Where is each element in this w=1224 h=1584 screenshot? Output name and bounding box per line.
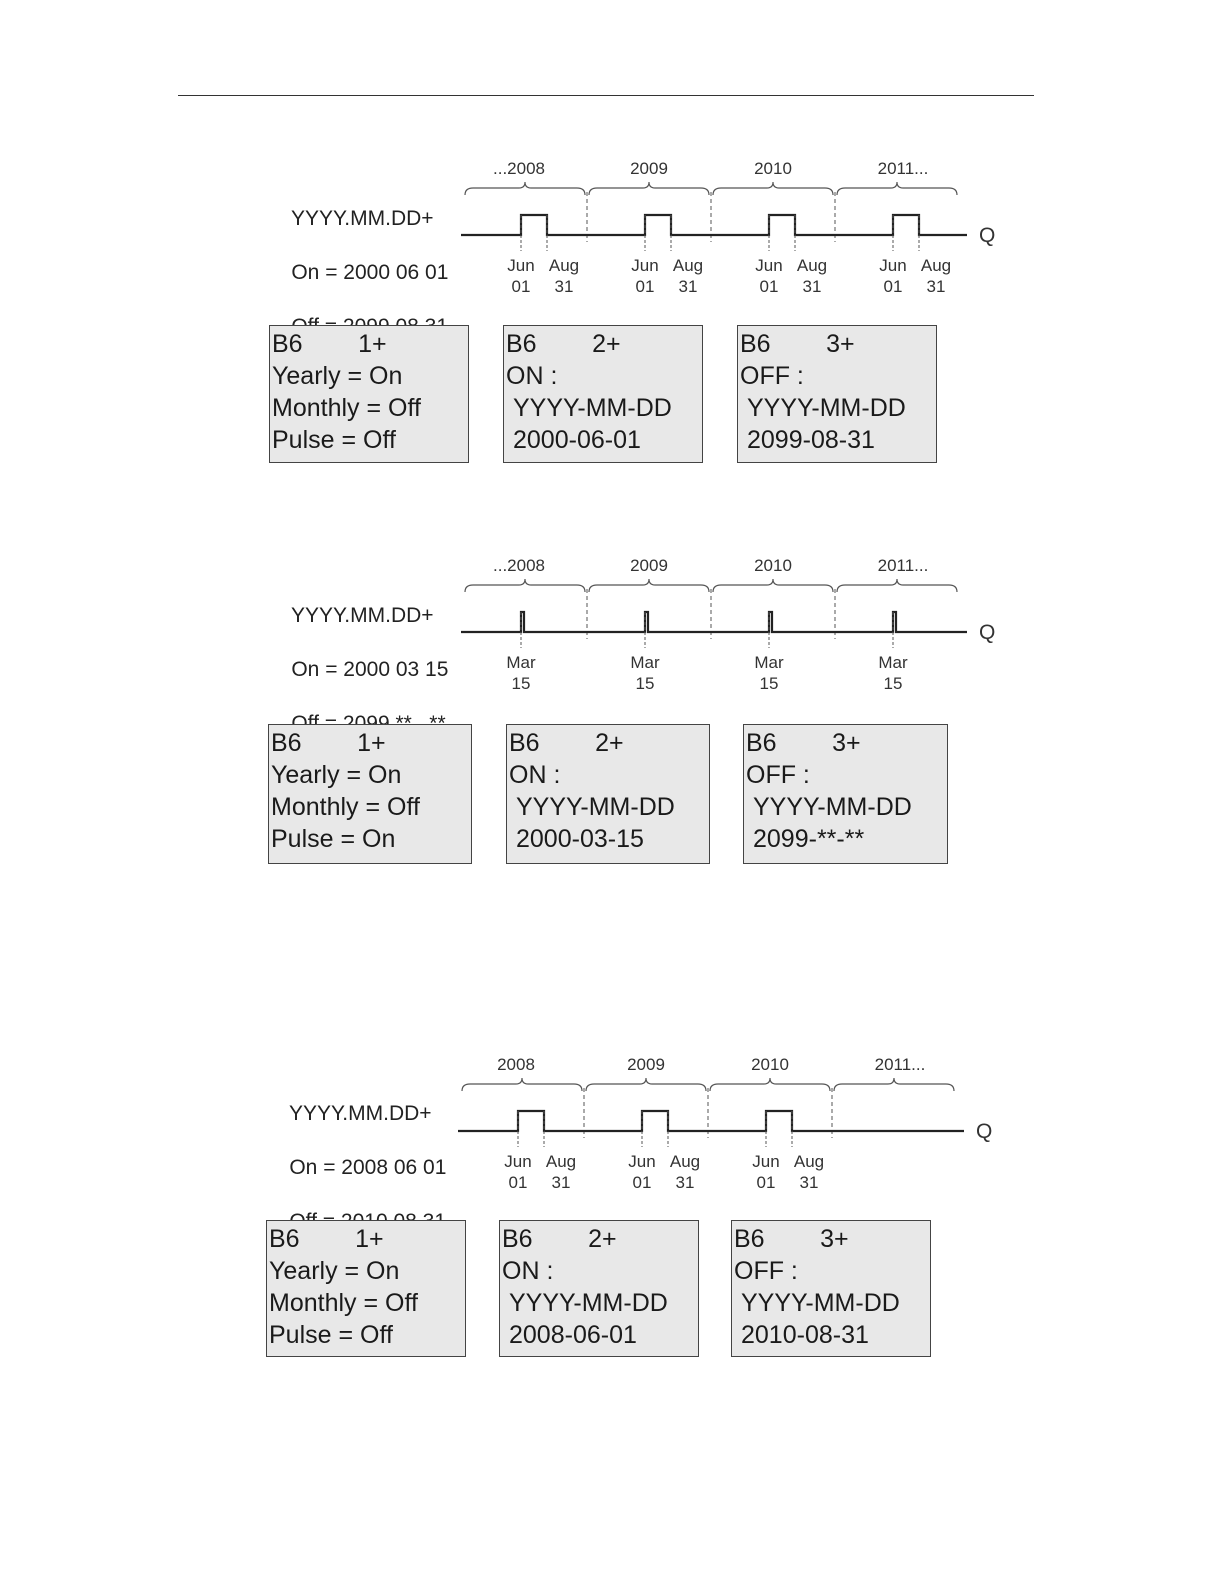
off-date-month-label: Aug bbox=[796, 256, 828, 275]
box-line: OFF : bbox=[734, 1257, 798, 1285]
on-date-month-label: Jun bbox=[879, 256, 907, 275]
box-line: YYYY-MM-DD bbox=[509, 1289, 668, 1317]
on-date-month-label: Mar bbox=[630, 653, 660, 672]
year-label: 2009 bbox=[627, 1055, 665, 1074]
year-brace bbox=[837, 579, 957, 592]
box-line: YYYY-MM-DD bbox=[741, 1289, 900, 1317]
box-line: Yearly = On bbox=[269, 1257, 400, 1285]
timing-diagram bbox=[452, 1046, 997, 1196]
config-box-on-date bbox=[499, 1220, 699, 1357]
format-label: YYYY.MM.DD+ bbox=[290, 207, 434, 230]
year-label: 2009 bbox=[630, 556, 668, 575]
box-line: YYYY-MM-DD bbox=[747, 394, 906, 422]
on-date-day-label: 01 bbox=[759, 277, 779, 296]
on-date-month-label: Mar bbox=[506, 653, 536, 672]
box-title: B6 2+ bbox=[509, 729, 624, 757]
output-q-label: Q bbox=[976, 1120, 993, 1143]
box-title: B6 1+ bbox=[269, 1225, 384, 1253]
year-label: 2008 bbox=[497, 1055, 535, 1074]
on-date-month-label: Jun bbox=[504, 1152, 532, 1171]
box-title: B6 1+ bbox=[271, 729, 386, 757]
box-line: 2099-**-** bbox=[753, 825, 865, 853]
box-line: YYYY-MM-DD bbox=[753, 793, 912, 821]
on-date-day-label: 01 bbox=[635, 277, 655, 296]
year-brace bbox=[834, 1078, 954, 1091]
box-line: Pulse = Off bbox=[269, 1321, 393, 1349]
box-title: B6 1+ bbox=[272, 330, 387, 358]
box-line: Pulse = On bbox=[271, 825, 396, 853]
on-date-day-label: 01 bbox=[632, 1173, 652, 1192]
year-brace bbox=[713, 579, 833, 592]
off-date-month-label: Aug bbox=[672, 256, 704, 275]
on-date-month-label: Jun bbox=[628, 1152, 656, 1171]
on-date-day-label: 15 bbox=[635, 674, 655, 693]
output-q-label: Q bbox=[979, 224, 996, 247]
box-line: Yearly = On bbox=[271, 761, 402, 789]
year-label: 2010 bbox=[754, 159, 792, 178]
off-date-day-label: 31 bbox=[675, 1173, 695, 1192]
box-title: B6 3+ bbox=[734, 1225, 849, 1253]
output-signal-waveform bbox=[461, 612, 967, 632]
on-date-month-label: Mar bbox=[878, 653, 908, 672]
on-date-month-label: Jun bbox=[631, 256, 659, 275]
on-label: On = 2000 06 01 bbox=[291, 261, 449, 284]
on-date-day-label: 01 bbox=[883, 277, 903, 296]
off-date-month-label: Aug bbox=[548, 256, 580, 275]
box-line: YYYY-MM-DD bbox=[513, 394, 672, 422]
off-date-day-label: 31 bbox=[926, 277, 946, 296]
on-date-month-label: Mar bbox=[754, 653, 784, 672]
year-label: 2011... bbox=[874, 1055, 926, 1074]
off-date-day-label: 31 bbox=[551, 1173, 571, 1192]
year-brace bbox=[589, 579, 709, 592]
box-title: B6 3+ bbox=[740, 330, 855, 358]
year-label: 2011... bbox=[877, 556, 929, 575]
year-label: 2010 bbox=[754, 556, 792, 575]
on-date-day-label: 15 bbox=[511, 674, 531, 693]
box-line: YYYY-MM-DD bbox=[516, 793, 675, 821]
box-line: 2000-03-15 bbox=[516, 825, 644, 853]
on-date-day-label: 15 bbox=[759, 674, 779, 693]
year-label: 2009 bbox=[630, 159, 668, 178]
off-date-month-label: Aug bbox=[669, 1152, 701, 1171]
box-line: Pulse = Off bbox=[272, 426, 396, 454]
year-label: ...2008 bbox=[493, 556, 545, 575]
on-date-month-label: Jun bbox=[507, 256, 535, 275]
off-date-day-label: 31 bbox=[802, 277, 822, 296]
on-label: On = 2008 06 01 bbox=[289, 1156, 447, 1179]
off-date-day-label: 31 bbox=[554, 277, 574, 296]
box-line: ON : bbox=[502, 1257, 554, 1285]
config-box-off-date bbox=[743, 724, 948, 864]
on-label: On = 2000 03 15 bbox=[291, 658, 449, 681]
year-label: 2011... bbox=[877, 159, 929, 178]
format-label: YYYY.MM.DD+ bbox=[288, 1102, 432, 1125]
year-brace bbox=[462, 1078, 582, 1091]
off-date-month-label: Aug bbox=[920, 256, 952, 275]
config-box-params bbox=[268, 724, 472, 864]
year-brace bbox=[586, 1078, 706, 1091]
off-date-day-label: 31 bbox=[799, 1173, 819, 1192]
config-box-on-date bbox=[506, 724, 710, 864]
output-q-label: Q bbox=[979, 621, 996, 644]
box-line: Monthly = Off bbox=[272, 394, 421, 422]
box-title: B6 2+ bbox=[506, 330, 621, 358]
off-date-day-label: 31 bbox=[678, 277, 698, 296]
box-line: 2008-06-01 bbox=[509, 1321, 637, 1349]
year-brace bbox=[710, 1078, 830, 1091]
box-line: 2000-06-01 bbox=[513, 426, 641, 454]
box-line: OFF : bbox=[740, 362, 804, 390]
box-line: ON : bbox=[509, 761, 561, 789]
box-line: Monthly = Off bbox=[271, 793, 420, 821]
on-date-day-label: 01 bbox=[511, 277, 531, 296]
year-label: ...2008 bbox=[493, 159, 545, 178]
year-label: 2010 bbox=[751, 1055, 789, 1074]
on-date-day-label: 01 bbox=[756, 1173, 776, 1192]
box-title: B6 2+ bbox=[502, 1225, 617, 1253]
box-line: Monthly = Off bbox=[269, 1289, 418, 1317]
box-title: B6 3+ bbox=[746, 729, 861, 757]
on-date-day-label: 15 bbox=[883, 674, 903, 693]
config-box-params bbox=[266, 1220, 466, 1357]
box-line: OFF : bbox=[746, 761, 810, 789]
on-date-month-label: Jun bbox=[752, 1152, 780, 1171]
year-brace bbox=[465, 579, 585, 592]
config-box-off-date bbox=[731, 1220, 931, 1357]
box-line: 2099-08-31 bbox=[747, 426, 875, 454]
box-line: 2010-08-31 bbox=[741, 1321, 869, 1349]
off-date-month-label: Aug bbox=[793, 1152, 825, 1171]
box-line: ON : bbox=[506, 362, 558, 390]
off-date-month-label: Aug bbox=[545, 1152, 577, 1171]
output-signal-waveform bbox=[458, 1111, 964, 1131]
timing-diagram bbox=[455, 547, 1000, 697]
on-date-month-label: Jun bbox=[755, 256, 783, 275]
on-date-day-label: 01 bbox=[508, 1173, 528, 1192]
format-label: YYYY.MM.DD+ bbox=[290, 604, 434, 627]
box-line: Yearly = On bbox=[272, 362, 403, 390]
